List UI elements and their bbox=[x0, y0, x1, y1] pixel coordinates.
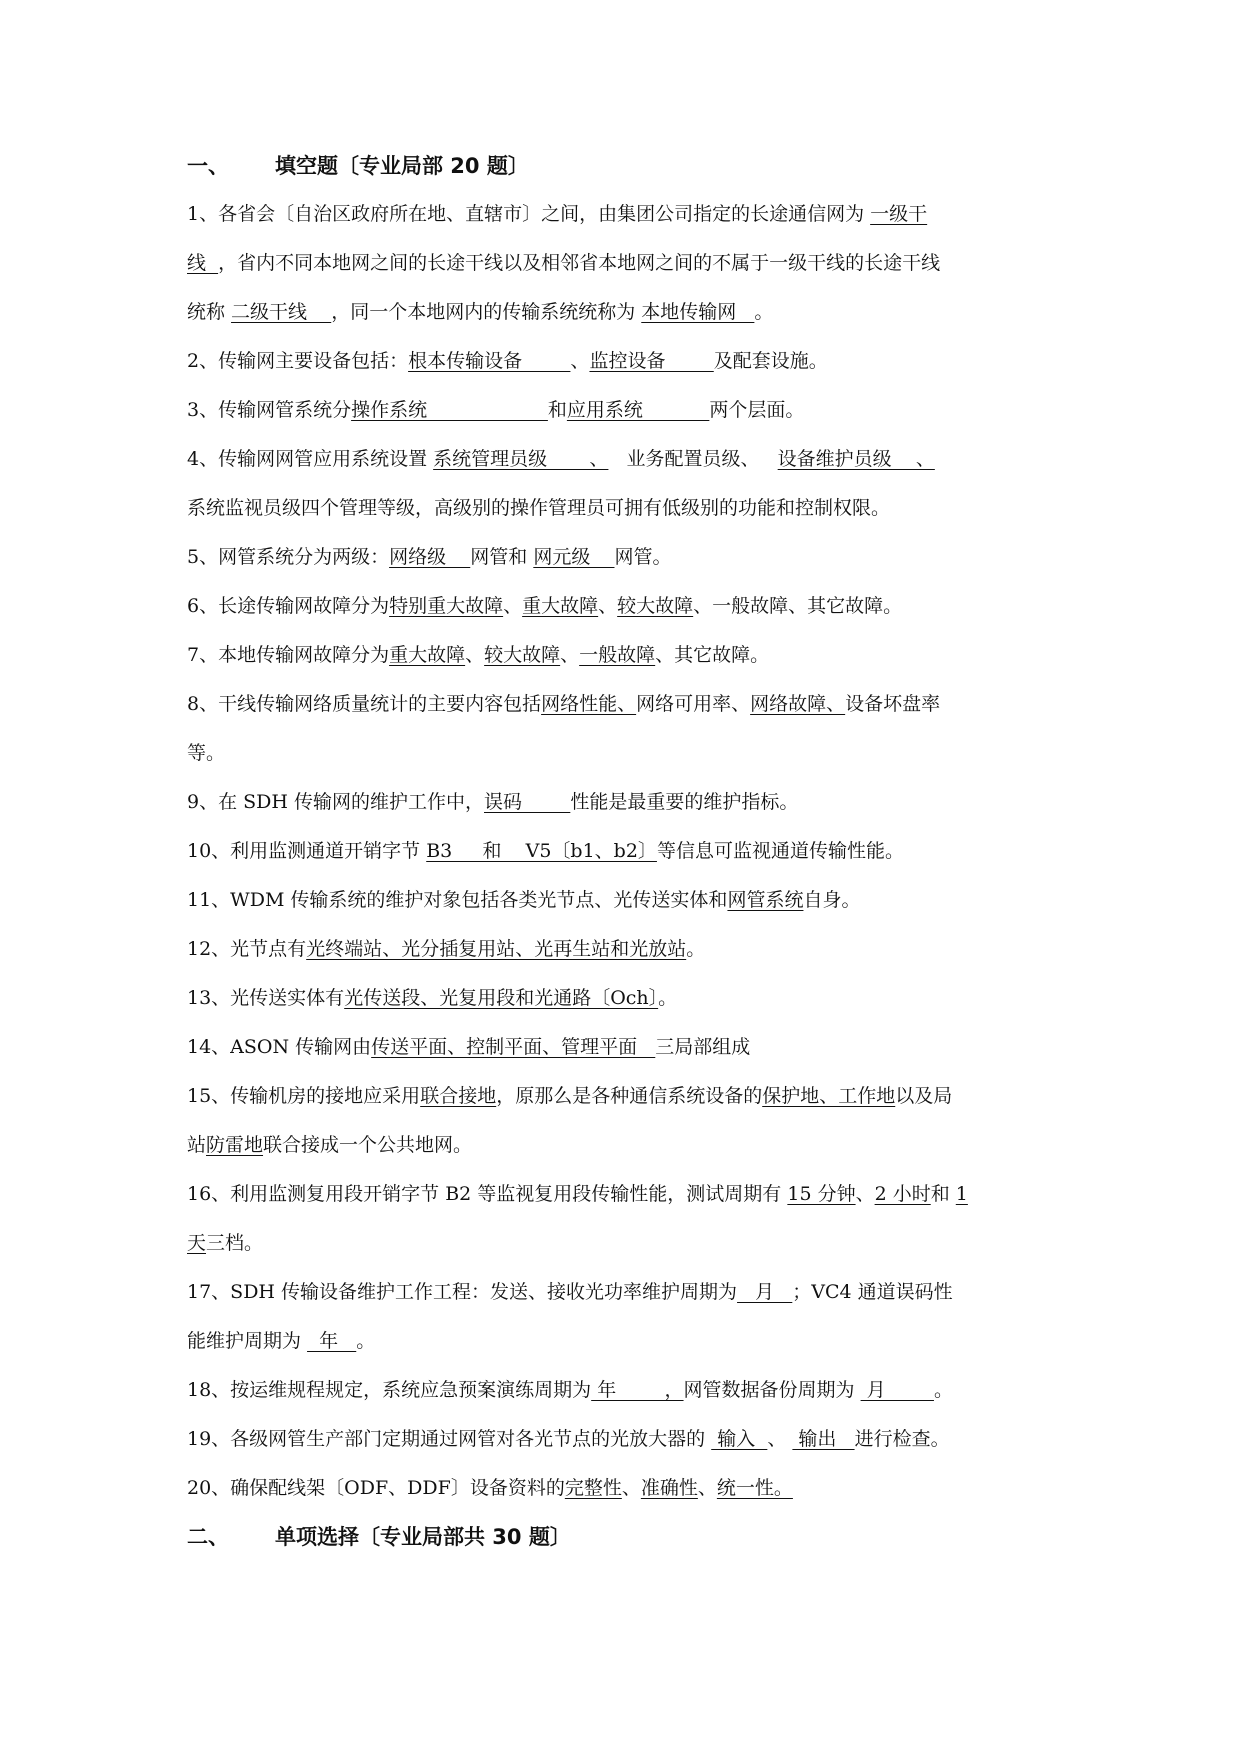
answer-blank: 月 bbox=[737, 1281, 793, 1303]
answer-blank: B3 和 V5〔b1、b2〕 bbox=[426, 840, 657, 862]
text-line bbox=[187, 876, 1067, 925]
line-text: 网管数据备份周期为 bbox=[683, 1379, 861, 1401]
answer-blank: 系统管理员级 、 bbox=[433, 448, 609, 470]
line-text: 、 bbox=[560, 644, 580, 666]
line-text: 。 bbox=[754, 301, 774, 323]
line-text: 、 bbox=[697, 1477, 717, 1499]
line-text: 3、传输网管系统分 bbox=[187, 399, 352, 421]
section-number: 一、 bbox=[187, 154, 229, 178]
answer-blank: 重大故障 bbox=[389, 644, 466, 666]
answer-blank: 2 小时 bbox=[874, 1183, 931, 1205]
text-line bbox=[187, 582, 1067, 631]
line-text: 等信息可监视通道传输性能。 bbox=[656, 840, 904, 862]
line-text: ；VC4 通道误码性 bbox=[792, 1281, 953, 1303]
text-line bbox=[187, 484, 1067, 533]
answer-blank: 设备维护员级 、 bbox=[777, 448, 935, 470]
text-line bbox=[187, 974, 1067, 1023]
answer-blank: 重大故障 bbox=[522, 595, 599, 617]
text-line bbox=[187, 288, 1067, 337]
line-text: 及配套设施。 bbox=[713, 350, 828, 372]
document-page bbox=[187, 142, 1067, 1561]
text-line bbox=[187, 1072, 1067, 1121]
line-text: 。 bbox=[686, 938, 706, 960]
line-text: 13、光传送实体有 bbox=[187, 987, 345, 1009]
line-text: 联合接成一个公共地网。 bbox=[263, 1134, 473, 1156]
text-line bbox=[187, 1268, 1067, 1317]
answer-blank: 防雷地 bbox=[206, 1134, 264, 1156]
answer-blank: 年 bbox=[307, 1330, 357, 1352]
text-line bbox=[187, 778, 1067, 827]
answer-blank: 输入 bbox=[711, 1428, 768, 1450]
line-text: 9、在 SDH 传输网的维护工作中， bbox=[187, 791, 484, 813]
line-text: 1、各省会〔自治区政府所在地、直辖市〕之间，由集团公司指定的长途通信网为 bbox=[187, 203, 871, 225]
answer-blank: 根本传输设备 bbox=[408, 350, 571, 372]
line-text: 18、按运维规程规定，系统应急预案演练周期为 bbox=[187, 1379, 592, 1401]
answer-blank: 传送平面、控制平面、管理平面 bbox=[371, 1036, 656, 1058]
text-line bbox=[187, 533, 1067, 582]
answer-blank: 月 bbox=[860, 1379, 934, 1401]
section-heading-1 bbox=[187, 142, 1067, 190]
answer-blank: 一级干 bbox=[870, 203, 928, 225]
line-text: 、一般故障、其它故障。 bbox=[693, 595, 903, 617]
line-text: 、 bbox=[598, 595, 618, 617]
line-text: 进行检查。 bbox=[854, 1428, 950, 1450]
answer-blank: 网络级 bbox=[389, 546, 471, 568]
line-text: 、其它故障。 bbox=[655, 644, 770, 666]
answer-blank: 保护地、工作地 bbox=[762, 1085, 896, 1107]
line-text: 17、SDH 传输设备维护工作工程：发送、接收光功率维护周期为 bbox=[187, 1281, 738, 1303]
answer-blank: 操作系统 bbox=[351, 399, 548, 421]
line-text: 15、传输机房的接地应采用 bbox=[187, 1085, 421, 1107]
text-line bbox=[187, 1366, 1067, 1415]
text-line bbox=[187, 1219, 1067, 1268]
line-text: 。 bbox=[933, 1379, 953, 1401]
line-text: 4、传输网网管应用系统设置 bbox=[187, 448, 434, 470]
text-line bbox=[187, 1317, 1067, 1366]
line-text: 14、ASON 传输网由 bbox=[187, 1036, 372, 1058]
text-line bbox=[187, 1121, 1067, 1170]
line-text: ，原那么是各种通信系统设备的 bbox=[496, 1085, 763, 1107]
line-text: 两个层面。 bbox=[709, 399, 805, 421]
text-line bbox=[187, 827, 1067, 876]
answer-blank: 完整性 bbox=[564, 1477, 622, 1499]
text-line bbox=[187, 925, 1067, 974]
answer-blank: 特别重大故障 bbox=[389, 595, 504, 617]
line-text: 业务配置员级、 bbox=[608, 448, 778, 470]
line-text: 设备坏盘率 bbox=[845, 693, 941, 715]
answer-blank: 天 bbox=[187, 1232, 207, 1254]
answer-blank: 输出 bbox=[792, 1428, 855, 1450]
text-line bbox=[187, 631, 1067, 680]
line-text: 网管和 bbox=[470, 546, 534, 568]
line-text: 20、确保配线架〔ODF、DDF〕设备资料的 bbox=[187, 1477, 565, 1499]
answer-blank: 本地传输网 bbox=[641, 301, 755, 323]
text-line bbox=[187, 337, 1067, 386]
section-title: 填空题〔专业局部 20 题〕 bbox=[275, 154, 529, 178]
line-text: 自身。 bbox=[803, 889, 861, 911]
line-text: 和 bbox=[930, 1183, 956, 1205]
line-text: 网络可用率、 bbox=[636, 693, 751, 715]
line-text: 11、WDM 传输系统的维护对象包括各类光节点、光传送实体和 bbox=[187, 889, 728, 911]
answer-blank: 较大故障 bbox=[617, 595, 694, 617]
text-line bbox=[187, 239, 1067, 288]
line-text: 三档。 bbox=[206, 1232, 264, 1254]
line-text: 。 bbox=[658, 987, 678, 1009]
line-text: 等。 bbox=[187, 742, 226, 764]
line-text: 10、利用监测通道开销字节 bbox=[187, 840, 427, 862]
line-text: 、 bbox=[570, 350, 590, 372]
answer-blank: 1 bbox=[955, 1183, 968, 1205]
text-line bbox=[187, 1023, 1067, 1072]
line-text: 和 bbox=[547, 399, 567, 421]
line-text: 、 bbox=[767, 1428, 793, 1450]
answer-blank: 网络性能、 bbox=[541, 693, 637, 715]
line-text: 6、长途传输网故障分为 bbox=[187, 595, 390, 617]
text-line bbox=[187, 435, 1067, 484]
line-text: ，同一个本地网内的传输系统统称为 bbox=[331, 301, 642, 323]
answer-blank: 一般故障 bbox=[579, 644, 656, 666]
answer-blank: 年 ， bbox=[591, 1379, 684, 1401]
line-text: 、 bbox=[465, 644, 485, 666]
text-line bbox=[187, 1170, 1067, 1219]
question-list bbox=[187, 190, 1067, 1513]
line-text: 、 bbox=[621, 1477, 641, 1499]
line-text: 。 bbox=[356, 1330, 376, 1352]
answer-blank: 较大故障 bbox=[484, 644, 561, 666]
line-text: 系统监视员级四个管理等级，高级别的操作管理员可拥有低级别的功能和控制权限。 bbox=[187, 497, 891, 519]
section-number: 二、 bbox=[187, 1525, 229, 1549]
text-line bbox=[187, 1415, 1067, 1464]
line-text: 12、光节点有 bbox=[187, 938, 307, 960]
line-text: 8、干线传输网络质量统计的主要内容包括 bbox=[187, 693, 542, 715]
line-text: 三局部组成 bbox=[655, 1036, 751, 1058]
text-line bbox=[187, 190, 1067, 239]
line-text: 、 bbox=[503, 595, 523, 617]
line-text: 以及局 bbox=[895, 1085, 953, 1107]
answer-blank: 监控设备 bbox=[589, 350, 714, 372]
text-line bbox=[187, 1464, 1067, 1513]
answer-blank: 网管系统 bbox=[727, 889, 804, 911]
line-text: 19、各级网管生产部门定期通过网管对各光节点的光放大器的 bbox=[187, 1428, 712, 1450]
section-title: 单项选择〔专业局部共 30 题〕 bbox=[275, 1525, 571, 1549]
answer-blank: 联合接地 bbox=[420, 1085, 497, 1107]
answer-blank: 15 分钟 bbox=[787, 1183, 856, 1205]
answer-blank: 准确性 bbox=[640, 1477, 698, 1499]
line-text: 性能是最重要的维护指标。 bbox=[570, 791, 799, 813]
answer-blank: 线 bbox=[187, 252, 219, 274]
answer-blank: 光传送段、光复用段和光通路〔Och〕 bbox=[344, 987, 659, 1009]
answer-blank: 网络故障、 bbox=[750, 693, 846, 715]
answer-blank: 统一性。 bbox=[716, 1477, 793, 1499]
line-text: 站 bbox=[187, 1134, 207, 1156]
line-text: 2、传输网主要设备包括： bbox=[187, 350, 409, 372]
section-heading-2 bbox=[187, 1513, 1067, 1561]
text-line bbox=[187, 386, 1067, 435]
line-text: 网管。 bbox=[614, 546, 672, 568]
text-line bbox=[187, 680, 1067, 729]
line-text: 16、利用监测复用段开销字节 B2 等监视复用段传输性能，测试周期有 bbox=[187, 1183, 788, 1205]
answer-blank: 光终端站、光分插复用站、光再生站和光放站 bbox=[306, 938, 687, 960]
text-line bbox=[187, 729, 1067, 778]
answer-blank: 应用系统 bbox=[566, 399, 710, 421]
line-text: 统称 bbox=[187, 301, 232, 323]
line-text: 能维护周期为 bbox=[187, 1330, 308, 1352]
line-text: 7、本地传输网故障分为 bbox=[187, 644, 390, 666]
line-text: 5、网管系统分为两级： bbox=[187, 546, 390, 568]
answer-blank: 网元级 bbox=[533, 546, 615, 568]
answer-blank: 二级干线 bbox=[231, 301, 332, 323]
line-text: 、 bbox=[855, 1183, 875, 1205]
answer-blank: 误码 bbox=[484, 791, 571, 813]
line-text: ，省内不同本地网之间的长途干线以及相邻省本地网之间的不属于一级干线的长途干线 bbox=[218, 252, 941, 274]
